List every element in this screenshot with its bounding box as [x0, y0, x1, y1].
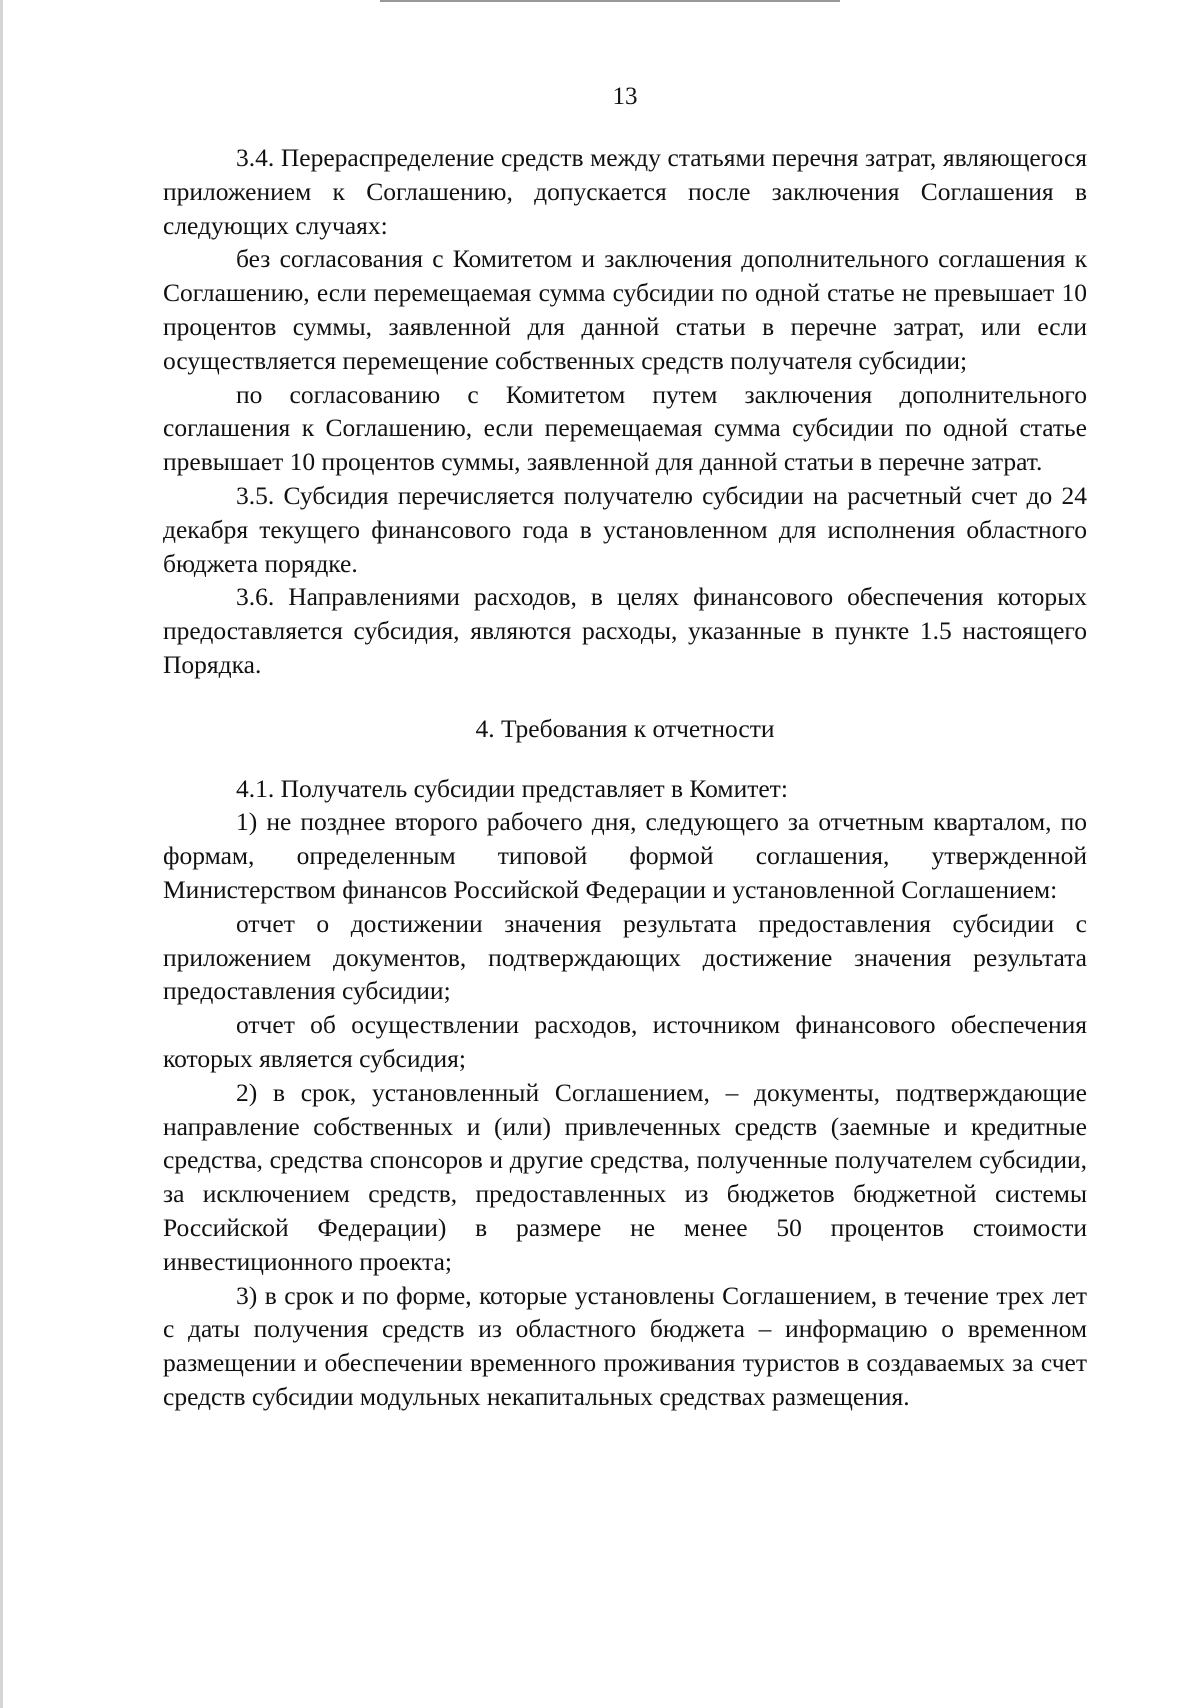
paragraph-3-6: 3.6. Направлениями расходов, в целях финансового обеспечения которых предоставляется субсидия, являются расходы, указанные в пункте 1.5 настоящего Порядка.: [163, 582, 1087, 679]
paragraph-without-approval: без согласования с Комитетом и заключения дополнительного соглашения к Соглашению, если перемещаемая сумма субсидии по одной статье не превышает 10 процентов суммы, заявленной для данной статьи в перечне затрат, или если осуществляется перемещение собственных средств получателя субсидии;: [163, 244, 1087, 375]
paragraph-3-4: 3.4. Перераспределение средств между статьями перечня затрат, являющегося приложением к Соглашению, допускается после заключения Соглашения в следующих случаях:: [163, 143, 1087, 240]
page-number: 13: [612, 83, 638, 110]
paragraph-with-approval: по согласованию с Комитетом путем заключения дополнительного соглашения к Соглашению, если перемещаемая сумма субсидии по одной статье превышает 10 процентов суммы, заявленной для данной статьи в перечне затрат.: [163, 379, 1087, 477]
paragraph-4-1-item-3: 3) в срок и по форме, которые установлены Соглашением, в течение трех лет с даты получения средств из областного бюджета – информацию о временном размещении и обеспечении временного проживания туристов в создаваемых за счет средств субсидии модульных некапитальных средствах размещения.: [163, 1280, 1087, 1411]
paragraph-4-1: 4.1. Получатель субсидии представляет в Комитет:: [236, 773, 788, 803]
paragraph-4-1-item-1: 1) не позднее второго рабочего дня, следующего за отчетным кварталом, по формам, определенным типовой формой соглашения, утвержденной Министерством финансов Российской Федерации и установленной Соглашением:: [163, 807, 1087, 904]
scan-left-edge: [0, 0, 3, 1708]
section-4-heading: 4. Требования к отчетности: [475, 713, 775, 743]
paragraph-report-expenses: отчет об осуществлении расходов, источником финансового обеспечения которых является субсидия;: [163, 1010, 1087, 1073]
document-body: [163, 141, 1087, 1414]
scan-top-edge-mark: [380, 0, 840, 2]
paragraph-3-5: 3.5. Субсидия перечисляется получателю субсидии на расчетный счет до 24 декабря текущего финансового года в установленном для исполнения областного бюджета порядке.: [163, 480, 1087, 578]
paragraph-4-1-item-2: 2) в срок, установленный Соглашением, – документы, подтверждающие направление собственных и (или) привлеченных средств (заемные и кредитные средства, средства спонсоров и другие средства, полученные получателем субсидии, за исключением средств, предоставленных из бюджетов бюджетной системы Российской Федерации) в размере не менее 50 процентов стоимости инвестиционного проекта;: [163, 1077, 1087, 1276]
paragraph-report-result: отчет о достижении значения результата предоставления субсидии с приложением документов, подтверждающих достижение значения результата предоставления субсидии;: [163, 908, 1087, 1006]
